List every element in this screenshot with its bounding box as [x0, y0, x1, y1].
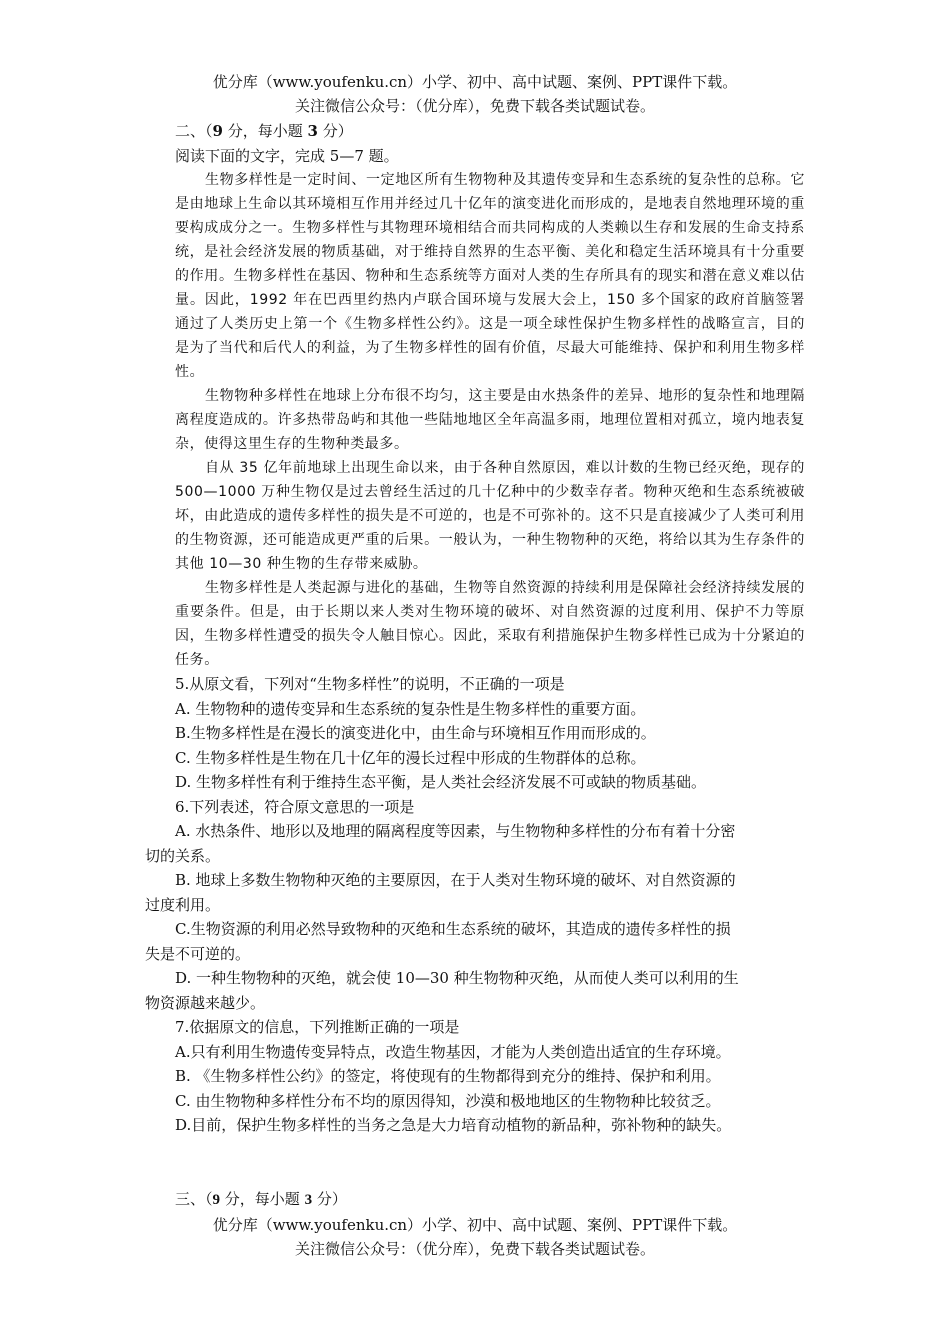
page-header [0, 70, 950, 118]
question-5-option-b: B.生物多样性是在漫长的演变进化中，由生命与环境相互作用而形成的。 [175, 724, 656, 742]
question-6-option-a: A. 水热条件、地形以及地理的隔离程度等因素，与生物物种多样性的分布有着十分密 [175, 822, 736, 840]
passage-paragraph-2: 生物物种多样性在地球上分布很不均匀，这主要是由水热条件的差异、地形的复杂性和地理隔离程度造成的。许多热带岛屿和其他一些陆地地区全年高温多雨，地理位置相对孤立，境内地表复杂，使得这里生存的生物种类最多。 [175, 388, 805, 452]
reading-passage [175, 168, 805, 672]
question-6-option-c: C.生物资源的利用必然导致物种的灭绝和生态系统的破坏，其造成的遗传多样性的损 [175, 920, 731, 938]
question-7-stem: 7.依据原文的信息，下列推断正确的一项是 [175, 1018, 460, 1036]
passage-paragraph-4: 生物多样性是人类起源与进化的基础，生物等自然资源的持续利用是保障社会经济持续发展的重要条件。但是，由于长期以来人类对生物环境的破坏、对自然资源的过度利用、保护不力等原因，生物多样性遭受的损失令人触目惊心。因此，采取有利措施保护生物多样性已成为十分紧迫的任务。 [175, 580, 805, 668]
question-7 [175, 1015, 805, 1138]
header-line-2: 关注微信公众号：（优分库），免费下载各类试题试卷。 [294, 97, 655, 115]
question-7-option-b: B. 《生物多样性公约》的签定，将使现有的生物都得到充分的维持、保护和利用。 [175, 1067, 721, 1085]
question-6-stem: 6.下列表述，符合原文意思的一项是 [175, 797, 415, 816]
page-footer [0, 1213, 950, 1261]
question-7-option-d: D.目前，保护生物多样性的当务之急是大力培育动植物的新品种，弥补物种的缺失。 [175, 1116, 732, 1134]
question-6-option-d-cont: 物资源越来越少。 [145, 993, 266, 1012]
question-6 [145, 795, 805, 1016]
passage-paragraph-1: 生物多样性是一定时间、一定地区所有生物物种及其遗传变异和生态系统的复杂性的总称。它是由地球上生命以其环境相互作用并经过几十亿年的演变进化而形成的，是地表自然地理环境的重要构成成分之一。生物多样性与其物理环境相结合而共同构成的人类赖以生存和发展的生命支持系统，是社会经济发展的物质基础，对于维持自然界的生态平衡、美化和稳定生活环境具有十分重要的作用。生物多样性在基因、物种和生态系统等方面对人类的生存所具有的现实和潜在意义难以估量。因此，1992 年在巴西里约热内卢联合国环境与发展大会上，150 多个国家的政府首脑签署通过了人类历史上第一个《生物多样性公约》。这是一项全球性保护生物多样性的战略宣言，目的是为了当代和后代人的利益，为了生物多样性的固有价值，尽最大可能维持、保护和利用生物多样性。 [175, 172, 805, 380]
question-5-option-c: C. 生物多样性是生物在几十亿年的漫长过程中形成的生物群体的总称。 [175, 748, 646, 767]
question-6-option-a-cont: 切的关系。 [145, 846, 221, 865]
question-5-stem: 5.从原文看，下列对“生物多样性”的说明，不正确的一项是 [175, 675, 565, 693]
question-7-option-a: A.只有利用生物遗传变异特点，改造生物基因，才能为人类创造出适宜的生存环境。 [175, 1042, 731, 1061]
question-6-option-b-cont: 过度利用。 [145, 895, 221, 914]
question-6-option-c-cont: 失是不可逆的。 [145, 944, 251, 963]
footer-line-2: 关注微信公众号：（优分库），免费下载各类试题试卷。 [294, 1240, 655, 1258]
header-line-1: 优分库（www.youfenku.cn）小学、初中、高中试题、案例、PPT课件下载。 [212, 73, 738, 91]
section-2 [145, 119, 805, 1138]
question-5-option-a: A. 生物物种的遗传变异和生态系统的复杂性是生物多样性的重要方面。 [175, 699, 646, 718]
footer-line-1: 优分库（www.youfenku.cn）小学、初中、高中试题、案例、PPT课件下载。 [212, 1216, 738, 1234]
question-7-option-c: C. 由生物物种多样性分布不均的原因得知，沙漠和极地地区的生物物种比较贫乏。 [175, 1091, 721, 1110]
question-6-option-d: D. 一种生物物种的灭绝，就会使 10—30 种生物物种灭绝，从而使人类可以利用的生 [175, 969, 739, 987]
passage-paragraph-3: 自从 35 亿年前地球上出现生命以来，由于各种自然原因，难以计数的生物已经灭绝，现存的 500—1000 万种生物仅是过去曾经生活过的几十亿种中的少数幸存者。物种灭绝和生态系统被破坏，由此造成的遗传多样性的损失是不可逆的，也是不可弥补的。这不只是直接减少了人类可利用的生物资源，还可能造成更严重的后果。一般认为，一种生物物种的灭绝，将给以其为生存条件的其他 10—30 种生物的生存带来威胁。 [175, 460, 805, 572]
reading-instruction: 阅读下面的文字，完成 5—7 题。 [175, 146, 399, 165]
section-2-title: 二、（9 分，每小题 3 分） [175, 122, 353, 140]
section-3-title: 三、（9 分，每小题 3 分） [175, 1190, 347, 1208]
question-5 [175, 672, 805, 795]
question-5-option-d: D. 生物多样性有利于维持生态平衡，是人类社会经济发展不可或缺的物质基础。 [175, 773, 707, 791]
question-6-option-b: B. 地球上多数生物物种灭绝的主要原因，在于人类对生物环境的破坏、对自然资源的 [175, 871, 736, 889]
